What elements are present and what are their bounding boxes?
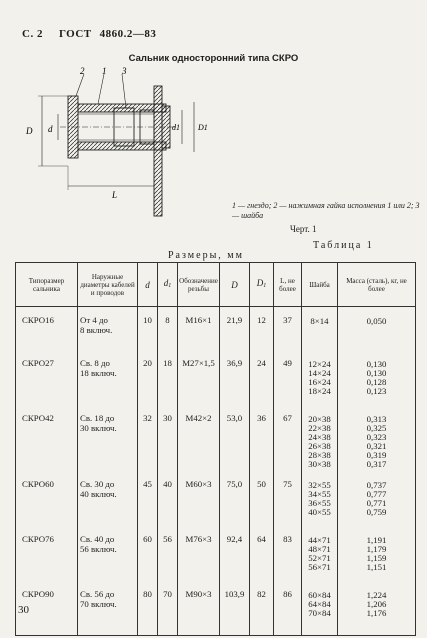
cell-mass: 1,151 (366, 561, 387, 572)
page-header (22, 28, 156, 40)
label-D: D (26, 126, 33, 136)
cell-washer: 16×24 (308, 376, 331, 387)
cell-d1: 70 (163, 588, 172, 599)
cell-mass: 0,130 (366, 367, 387, 378)
table-number: Таблица 1 (313, 240, 374, 251)
cell-mass: 0,777 (366, 488, 387, 499)
cell-mass: 0,319 (366, 449, 387, 460)
cell-washer: 32×55 (308, 479, 331, 490)
cell-diam-2: 40 включ. (80, 488, 117, 499)
cell-thread: M90×3 (185, 588, 212, 599)
header-D: D (220, 263, 250, 307)
cell-D1: 36 (257, 412, 266, 423)
cell-mass: 0,313 (366, 413, 387, 424)
cell-L: 67 (283, 412, 292, 423)
header-d1: d1 (158, 263, 178, 307)
cell-d: 32 (143, 412, 152, 423)
cell-washer: 44×71 (308, 534, 331, 545)
header-D1: D1 (250, 263, 274, 307)
cell-washer: 64×84 (308, 598, 331, 609)
cell-washer: 56×71 (308, 561, 331, 572)
label-L: L (112, 190, 118, 200)
table-row (16, 471, 416, 526)
table-row (16, 526, 416, 581)
cell-D: 21,9 (226, 315, 243, 325)
cell-d1: 8 (165, 315, 170, 325)
cell-mass: 0,759 (366, 506, 387, 517)
technical-drawing (22, 66, 222, 236)
cell-mass: 0,123 (366, 385, 387, 396)
table-row (16, 581, 416, 636)
cell-d: 20 (143, 357, 152, 368)
cell-size: СКРО76 (22, 533, 54, 544)
cell-mass: 0,321 (366, 440, 387, 451)
header-mass: Масса (сталь), кг, не более (338, 263, 416, 307)
cell-size: СКРО16 (22, 315, 54, 325)
cell-diam-1: Св. 8 до (80, 357, 110, 368)
cell-d: 10 (143, 315, 152, 325)
cell-d1: 40 (163, 478, 172, 489)
cell-mass: 1,224 (366, 589, 387, 600)
cell-washer: 8×14 (310, 316, 329, 326)
cell-thread: M60×3 (185, 478, 212, 489)
cell-washer: 30×38 (308, 458, 331, 469)
cell-D1: 82 (257, 588, 266, 599)
cell-d: 60 (143, 533, 152, 544)
cell-d: 80 (143, 588, 152, 599)
cell-mass: 0,323 (366, 431, 387, 442)
cell-mass: 1,159 (366, 552, 387, 563)
cell-D: 103,9 (224, 588, 245, 599)
cell-washer: 18×24 (308, 385, 331, 396)
header-washer: Шайба (302, 263, 338, 307)
cell-washer: 28×38 (308, 449, 331, 460)
cell-L: 86 (283, 588, 292, 599)
cell-D: 75,0 (226, 478, 243, 489)
label-3: 3 (122, 66, 127, 76)
label-d: d (48, 124, 53, 134)
cell-washer: 34×55 (308, 488, 331, 499)
cell-size: СКРО90 (22, 588, 54, 599)
cell-L: 75 (283, 478, 292, 489)
cell-d1: 18 (163, 357, 172, 368)
cell-washer: 40×55 (308, 506, 331, 517)
cell-washer: 60×84 (308, 589, 331, 600)
cell-washer: 48×71 (308, 543, 331, 554)
cell-washer: 20×38 (308, 413, 331, 424)
cell-diam-2: 70 включ. (80, 598, 117, 609)
cell-diam-1: Св. 40 до (80, 533, 115, 544)
cell-size: СКРО60 (22, 478, 54, 489)
page-number: 30 (18, 604, 29, 616)
cell-diam-2: 30 включ. (80, 422, 117, 433)
label-1: 1 (102, 66, 107, 76)
cell-mass: 0,771 (366, 497, 387, 508)
cell-thread: M16×1 (185, 315, 212, 325)
header-d: d (138, 263, 158, 307)
cell-thread: M76×3 (185, 533, 212, 544)
cell-diam-2: 8 включ. (80, 325, 113, 335)
cell-washer: 26×38 (308, 440, 331, 451)
label-d1: d1 (172, 123, 180, 132)
cell-mass: 0,325 (366, 422, 387, 433)
header-diam: Наружные диаметры кабелей и проводов (78, 263, 138, 307)
table-row (16, 307, 416, 350)
cell-mass: 0,317 (366, 458, 387, 469)
header-L: L, не более (274, 263, 302, 307)
standard-number: 4860.2—83 (99, 28, 157, 40)
header-size: Типоразмер сальника (16, 263, 78, 307)
cell-mass: 1,179 (366, 543, 387, 554)
cell-diam-1: Св. 56 до (80, 588, 115, 599)
cell-washer: 24×38 (308, 431, 331, 442)
label-2: 2 (80, 66, 85, 76)
cell-diam-1: От 4 до (80, 315, 108, 325)
cell-mass: 1,176 (366, 607, 387, 618)
page-ref: С. 2 (22, 28, 43, 40)
cell-D1: 24 (257, 357, 266, 368)
cell-mass: 0,050 (366, 316, 387, 326)
cell-size: СКРО42 (22, 412, 54, 423)
cell-d1: 56 (163, 533, 172, 544)
cell-washer: 36×55 (308, 497, 331, 508)
cell-mass: 1,191 (366, 534, 387, 545)
cell-diam-1: Св. 30 до (80, 478, 115, 489)
figure-caption: Черт. 1 (290, 224, 317, 234)
cell-washer: 22×38 (308, 422, 331, 433)
document-title: Сальник односторонний типа СКРО (128, 53, 299, 64)
cell-size: СКРО27 (22, 357, 54, 368)
cell-washer: 70×84 (308, 607, 331, 618)
standard-label: ГОСТ (58, 28, 92, 40)
cell-D: 92,4 (226, 533, 243, 544)
cell-D: 36,9 (226, 357, 243, 368)
label-D1: D1 (198, 123, 208, 132)
drawing-legend: 1 — гнездо; 2 — нажимная гайка исполнения 1 или 2; 3 — шайба (232, 201, 420, 220)
cell-mass: 0,737 (366, 479, 387, 490)
dimensions-table (15, 262, 416, 636)
cell-D1: 12 (257, 315, 266, 325)
sizes-caption: Размеры, мм (168, 250, 244, 261)
cell-L: 37 (283, 315, 292, 325)
cell-mass: 1,206 (366, 598, 387, 609)
cell-mass: 0,128 (366, 376, 387, 387)
table-row (16, 405, 416, 471)
cell-D1: 50 (257, 478, 266, 489)
cell-D1: 64 (257, 533, 266, 544)
cell-diam-2: 18 включ. (80, 367, 117, 378)
header-thread: Обозначение резьбы (178, 263, 220, 307)
table-row (16, 350, 416, 405)
cell-d1: 30 (163, 412, 172, 423)
cell-thread: M27×1,5 (182, 357, 215, 368)
cell-washer: 12×24 (308, 358, 331, 369)
cell-D: 53,0 (226, 412, 243, 423)
cell-L: 49 (283, 357, 292, 368)
cell-washer: 14×24 (308, 367, 331, 378)
cell-d: 45 (143, 478, 152, 489)
cell-washer: 52×71 (308, 552, 331, 563)
cell-L: 83 (283, 533, 292, 544)
cell-thread: M42×2 (185, 412, 212, 423)
cell-diam-2: 56 включ. (80, 543, 117, 554)
cell-diam-1: Св. 18 до (80, 412, 115, 423)
cell-mass: 0,130 (366, 358, 387, 369)
